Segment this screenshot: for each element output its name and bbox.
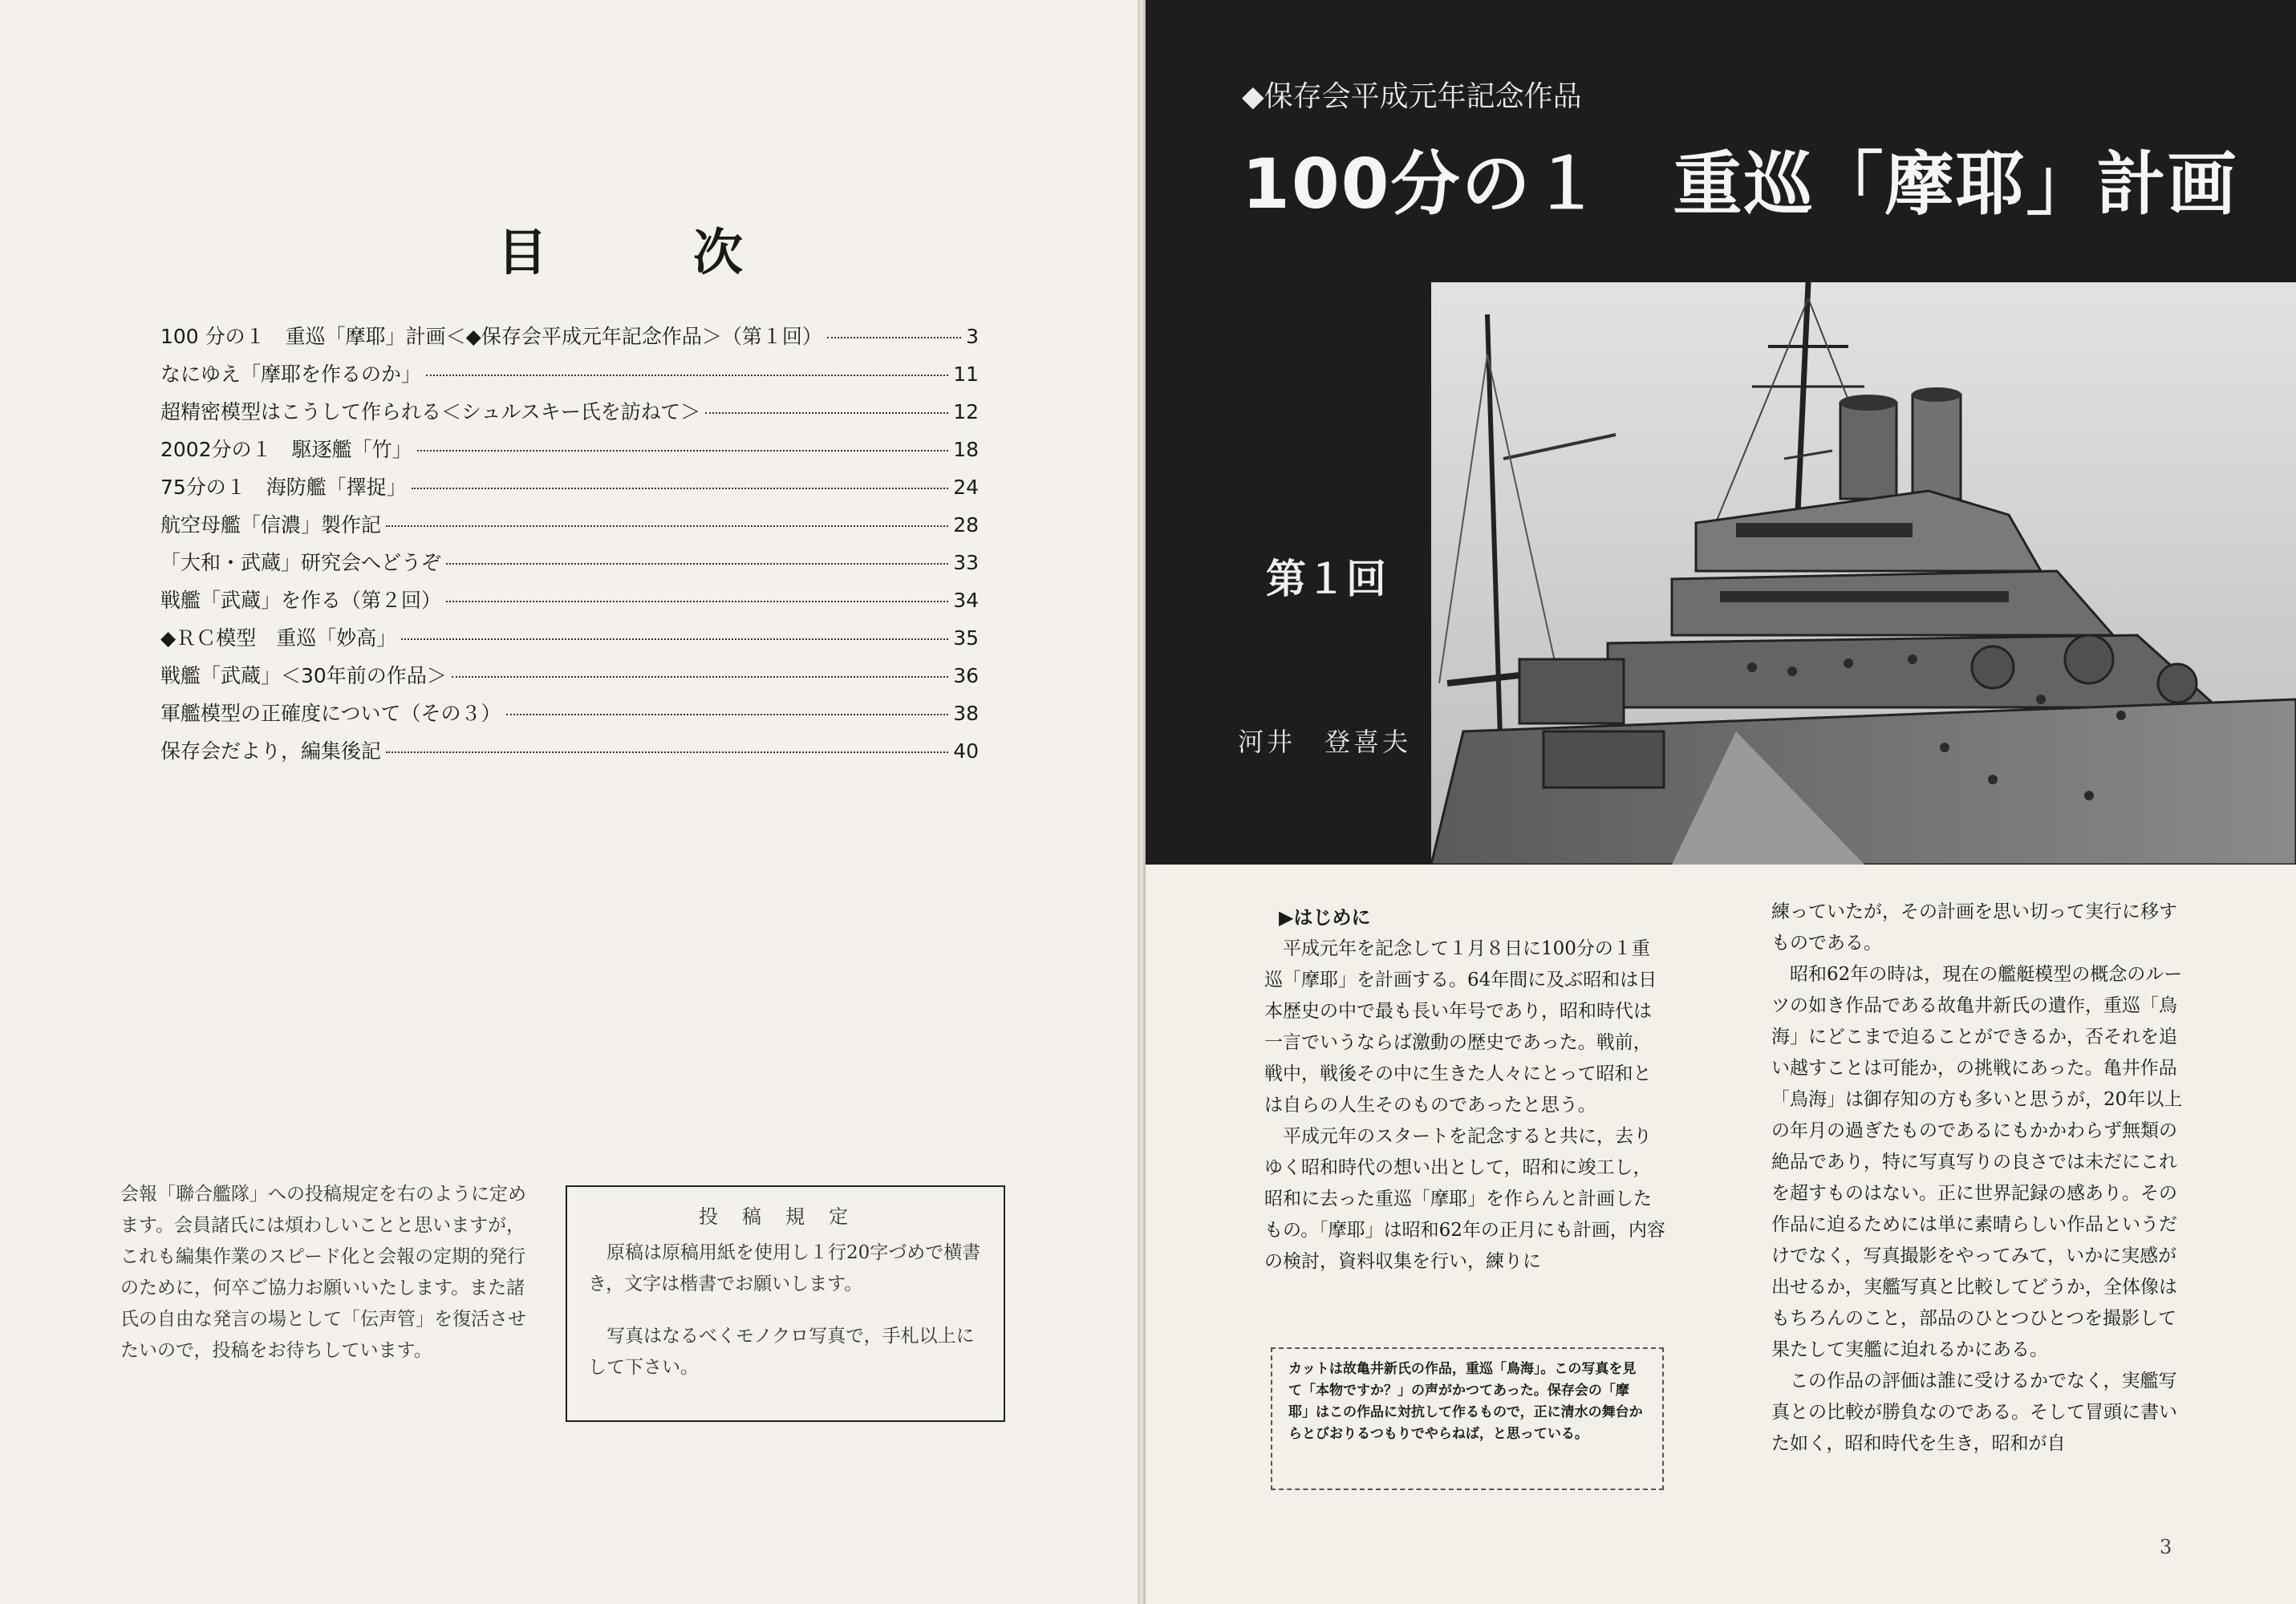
toc-entry-title: ◆ＲＣ模型 重巡「妙高」 (160, 626, 397, 650)
toc-entry-title: 75分の１ 海防艦「擇捉」 (160, 476, 407, 499)
page-number: 3 (2160, 1536, 2172, 1558)
toc-entry-title: 100 分の１ 重巡「摩耶」計画＜◆保存会平成元年記念作品＞（第１回） (160, 325, 822, 348)
photo-caption: カットは故亀井新氏の作品，重巡「鳥海」。この写真を見て「本物ですか？」の声がかつてあった。保存会の「摩耶」はこの作品に対抗して作るもので，正に清水の舞台からとびおりるつもりでやらねば，と思っている。 (1271, 1347, 1664, 1490)
toc-entry-page: 33 (953, 551, 979, 574)
book-gutter (1138, 0, 1146, 1604)
body-paragraph: 平成元年を記念して１月８日に100分の１重巡「摩耶」を計画する。64年間に及ぶ昭和は日本歴史の中で最も長い年号であり，昭和時代は一言でいうならば激動の歴史であった。戦前，戦中，戦後その中に生きた人々にとって昭和とは自らの人生そのものであったと思う。 (1264, 938, 1657, 1116)
rules-paragraph: 原稿は原稿用紙を使用し１行20字づめで横書き，文字は楷書でお願いします。 (588, 1242, 981, 1294)
toc-entry[interactable] (160, 321, 979, 358)
toc-leader-dots (446, 563, 948, 565)
toc-entry-page: 34 (953, 589, 979, 612)
body-paragraph: 平成元年のスタートを記念すると共に，去りゆく昭和時代の想い出として，昭和に竣工し，昭和に去った重巡「摩耶」を作らんと計画したもの。「摩耶」は昭和62年の正月にも計画，内容の検討，資料収集を行い，練りに (1264, 1126, 1665, 1272)
section-heading: ▶はじめに (1279, 906, 1371, 929)
left-page (0, 0, 1138, 1604)
episode-label: 第１回 (1266, 556, 1386, 602)
toc-entry[interactable] (160, 622, 979, 660)
toc-entry[interactable] (160, 735, 979, 773)
toc-title: 目 次 (497, 223, 792, 282)
article-title: 100分の１ 重巡「摩耶」計画 (1242, 144, 2238, 225)
toc-entry[interactable] (160, 660, 979, 698)
toc-entry-page: 3 (966, 325, 979, 348)
toc-entry-title: 「大和・武蔵」研究会へどうぞ (160, 551, 442, 574)
toc-entry[interactable] (160, 509, 979, 547)
author-name: 河井 登喜夫 (1238, 727, 1412, 757)
toc-entry-title: 航空母艦「信濃」製作記 (160, 513, 382, 537)
series-label: ◆保存会平成元年記念作品 (1242, 80, 1582, 113)
cruiser-model-photo (1431, 282, 2296, 865)
toc-entry[interactable] (160, 472, 979, 509)
toc-leader-dots (417, 450, 949, 452)
toc-leader-dots (827, 337, 961, 338)
toc-entry[interactable] (160, 358, 979, 396)
toc-entry-page: 18 (953, 438, 979, 461)
table-of-contents (160, 321, 979, 773)
toc-leader-dots (386, 751, 948, 753)
toc-entry-page: 11 (953, 363, 979, 386)
toc-entry-title: 保存会だより，編集後記 (160, 739, 382, 763)
toc-entry-page: 40 (953, 739, 979, 763)
toc-leader-dots (705, 412, 948, 414)
toc-leader-dots (401, 638, 948, 640)
toc-leader-dots (412, 488, 948, 489)
title-banner (1146, 0, 2296, 865)
toc-leader-dots (506, 714, 949, 715)
body-paragraph: この作品の評価は誰に受けるかでなく，実艦写真との比較が勝負なのである。そして冒頭に書いた如く，昭和時代を生き，昭和が自 (1771, 1371, 2177, 1454)
rules-paragraph: 写真はなるべくモノクロ写真で，手札以上にして下さい。 (588, 1326, 975, 1378)
toc-leader-dots (452, 676, 948, 678)
toc-leader-dots (386, 525, 948, 527)
toc-entry-page: 36 (953, 664, 979, 687)
toc-leader-dots (446, 601, 948, 602)
toc-entry[interactable] (160, 547, 979, 585)
rules-title: 投稿規定 (699, 1205, 872, 1228)
toc-entry[interactable] (160, 434, 979, 472)
toc-entry-title: 軍艦模型の正確度について（その３） (160, 702, 501, 725)
article-column-1 (1264, 902, 1665, 1278)
toc-entry[interactable] (160, 585, 979, 622)
cruiser-model-illustration (1431, 282, 2296, 865)
toc-entry[interactable] (160, 698, 979, 735)
toc-entry-title: 戦艦「武蔵」＜30年前の作品＞ (160, 664, 447, 687)
toc-entry-title: 超精密模型はこうして作られる＜シュルスキー氏を訪ねて＞ (160, 400, 701, 423)
body-paragraph: 昭和62年の時は，現在の艦艇模型の概念のルーツの如き作品である故亀井新氏の遺作，重巡「鳥海」にどこまで迫ることができるか，否それを追い越すことは可能か，の挑戦にあった。亀井作品「鳥海」は御存知の方も多いと思うが，20年以上の年月の過ぎたものであるにもかかわらず無類の絶品であり，特に写真写りの良さでは未だにこれを超すものはない。正に世界記録の感あり。その作品に迫るためには単に素晴らしい作品というだけでなく，写真撮影をやってみて，いかに実感が出せるか，実艦写真と比較してどうか，全体像はもちろんのこと，部品のひとつひとつを撮影して果たして実艦に迫れるかにある。 (1771, 964, 2183, 1360)
toc-entry-page: 38 (953, 702, 979, 725)
submission-notice: 会報「聯合艦隊」への投稿規定を右のように定めます。会員諸氏には煩わしいことと思いますが，これも編集作業のスピード化と会報の定期的発行のために，何卒ご協力お願いいたします。また諸氏の自由な発言の場として「伝声管」を復活させたいので，投稿をお待ちしています。 (120, 1184, 526, 1361)
toc-entry-title: 戦艦「武蔵」を作る（第２回） (160, 589, 442, 612)
toc-entry-page: 24 (953, 476, 979, 499)
toc-entry-title: 2002分の１ 駆逐艦「竹」 (160, 438, 412, 461)
toc-entry-page: 12 (953, 400, 979, 423)
body-paragraph: 練っていたが，その計画を思い切って実行に移すものである。 (1771, 901, 2177, 954)
toc-entry-page: 35 (953, 626, 979, 650)
right-page (1146, 0, 2296, 1604)
toc-entry[interactable] (160, 396, 979, 434)
submission-rules-box (566, 1185, 1005, 1422)
toc-entry-page: 28 (953, 513, 979, 537)
toc-entry-title: なにゆえ「摩耶を作るのか」 (160, 363, 422, 386)
article-column-2 (1771, 897, 2189, 1460)
toc-leader-dots (426, 375, 948, 376)
